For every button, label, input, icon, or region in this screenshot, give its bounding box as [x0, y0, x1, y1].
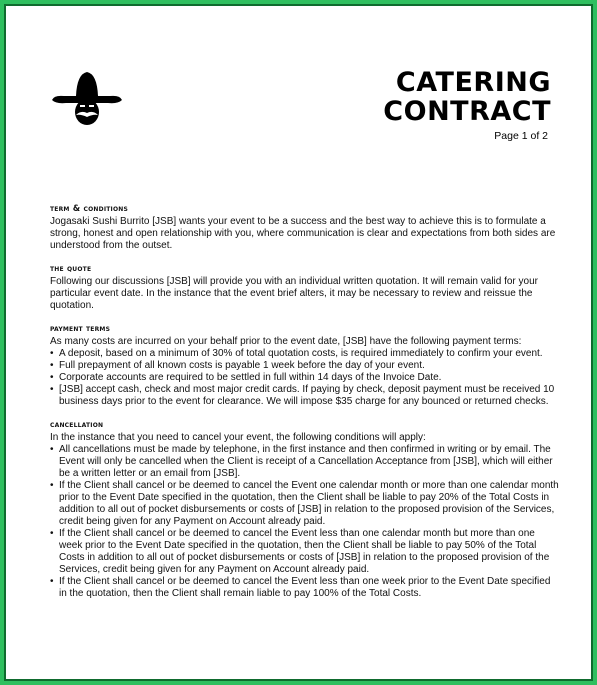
paragraph: In the instance that you need to cancel your event, the following conditions will apply: — [50, 432, 426, 443]
section-title: cancellation — [50, 420, 104, 430]
title-line-1: CATERING — [395, 67, 551, 98]
section-cancellation — [50, 419, 560, 600]
section-terms — [50, 203, 560, 252]
section-quote — [50, 263, 560, 312]
document-page — [4, 4, 593, 681]
section-payment-terms — [50, 323, 560, 408]
paragraph: Jogasaki Sushi Burrito [JSB] wants your event to be a success and the best way to achieve this is to formulate a strong, honest and open relationship with you, where communication is clear and expectations from both sides are understood from the outset. — [50, 216, 556, 251]
list-item: • All cancellations must be made by telephone, in the first instance and then confirmed in writing or by email. The Event will only be cancelled when the Client is receipt of a Cancellation Acceptance from [JSB], which will either be a written letter or an email from [JSB]. — [50, 444, 560, 480]
list-item: • If the Client shall cancel or be deemed to cancel the Event less than one calendar month but more than one week prior to the Event Date specified in the quotation, then the Client shall be liable to pay 50% of the Total Costs in addition to all out of pocket disbursements or costs of [JSB] in relation to the proposed provision of the Services, credit being given for any Payment on Account already paid. — [50, 528, 560, 576]
list-item: • Corporate accounts are required to be settled in full within 14 days of the Invoice Date. — [50, 372, 560, 384]
paragraph: Following our discussions [JSB] will provide you with an individual written quotation. It will remain valid for your particular event date. In the instance that the event brief alters, it may be necessary to review and reissue the quotation. — [50, 276, 538, 311]
bullet-list — [50, 444, 560, 600]
list-item: • If the Client shall cancel or be deemed to cancel the Event one calendar month or more than one calendar month prior to the Event Date specified in the quotation, then the Client shall be liable to pay 20% of the Total Costs in addition to all out of pocket disbursements or costs of [JSB] in relation to the proposed provision of the Services, credit being given for any Payment on Account already paid. — [50, 480, 560, 528]
list-item: • Full prepayment of all known costs is payable 1 week before the day of your event. — [50, 360, 560, 372]
list-item: • A deposit, based on a minimum of 30% of total quotation costs, is required immediately to confirm your event. — [50, 348, 560, 360]
list-item: • [JSB] accept cash, check and most major credit cards. If paying by check, deposit payment must be received 10 business days prior to the event for clearance. We will impose $35 charge for any bounced or returned checks. — [50, 384, 560, 408]
document-title — [383, 68, 551, 126]
contract-body — [50, 203, 560, 611]
list-item: • If the Client shall cancel or be deemed to cancel the Event less than one week prior to the Event Date specified in the quotation, then the Client shall remain liable to pay 100% of the Total Costs. — [50, 576, 560, 600]
paragraph: As many costs are incurred on your behalf prior to the event date, [JSB] have the following payment terms: — [50, 336, 522, 347]
bullet-list — [50, 348, 560, 408]
page-number: Page 1 of 2 — [494, 130, 548, 142]
title-line-2: CONTRACT — [383, 96, 551, 127]
section-title: term & conditions — [50, 204, 129, 214]
sombrero-mustache-icon — [50, 68, 124, 128]
section-title: the quote — [50, 264, 92, 274]
section-title: payment terms — [50, 324, 111, 334]
